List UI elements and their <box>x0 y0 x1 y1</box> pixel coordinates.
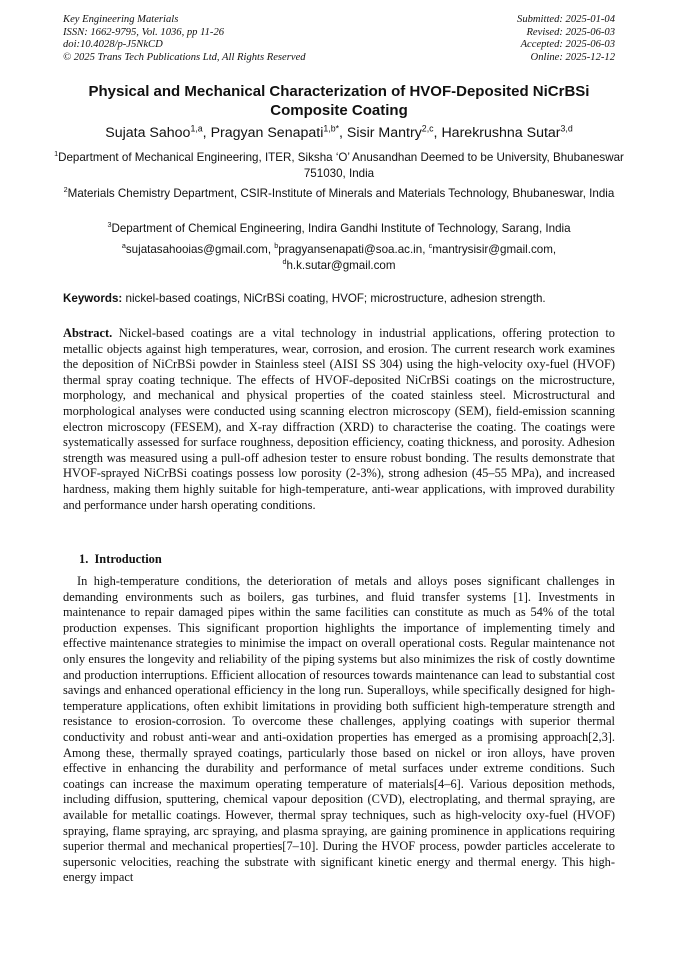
email-list: $^a$sujatasahooias@gmail.com, $^b$pragyansenapati@soa.ac.in, $^c$mantrysisir@gmail.com, $^d$h.k.sutar@gmail.com <box>121 241 557 272</box>
email[interactable]: $^b$pragyansenapati@soa.ac.in <box>274 241 423 256</box>
author: Harekrushna Sutar$^{3,d}$ <box>441 123 573 141</box>
keywords-text: nickel-based coatings, NiCrBSi coating, HVOF; microstructure, adhesion strength. <box>125 292 546 305</box>
keywords <box>63 292 623 306</box>
section-heading-introduction: 1. Introduction <box>79 552 162 566</box>
introduction-text: In high-temperature conditions, the deterioration of metals and alloys poses significant challenges in demanding environments such as boilers, gas turbines, and fluid transfer systems [1]. Investments in maintenance to repair damaged pipes within the same facilities can constitute as much as 54% of the total production expenses. This significant proportion highlights the importance of implementing timely and effective maintenance strategies to minimise the impact on overall operational costs. Regular maintenance not only ensures the longevity and reliability of the piping systems but also minimizes the risk of costly downtime and production interruptions. Efficient allocation of resources towards maintenance can lead to substantial cost savings and enhanced operational efficiency in the long run. Superalloys, while specifically designed for high-temperature applications, often exhibit limitations in providing both sufficient high-temperature strength and resistance to erosion-corrosion. To overcome these challenges, applying coatings with superior thermal conductivity and robust anti-wear and anti-oxidation properties has emerged as a promising approach[2,3]. Among these, thermally sprayed coatings, particularly those based on nickel or iron alloys, have proven effective in enhancing the durability and performance of metal surfaces under extreme conditions. Such coatings can increase the maximum operating temperature of materials[4–6]. Various deposition methods, including diffusion, sputtering, chemical vapour deposition (CVD), electroplating, and thermal spraying, are available for metallic coatings. However, thermal spray techniques, such as high-velocity oxy-fuel (HVOF) spraying, flame spraying, arc spraying, and plasma spraying, are gaining prominence in applications requiring superior thermal and mechanical properties[7–10]. During the HVOF process, powder particles accelerate to supersonic velocities, reaching the substrate with significant kinetic energy and thermal energy. This high-energy impact <box>63 574 615 885</box>
affiliation-1: $^1$Department of Mechanical Engineering, ITER, Siksha ‘O’ Anusandhan Deemed to be University, Bhubaneswar 751030, India <box>54 149 624 180</box>
abstract-label: Abstract. <box>63 326 113 340</box>
email[interactable]: $^d$h.k.sutar@gmail.com <box>282 257 396 272</box>
journal-copyright: © 2025 Trans Tech Publications Ltd, All Rights Reserved <box>63 51 306 63</box>
date-accepted: Accepted: 2025-06-03 <box>520 39 615 51</box>
date-submitted: Submitted: 2025-01-04 <box>517 14 615 25</box>
journal-name: Key Engineering Materials <box>63 14 179 25</box>
author-list <box>40 124 638 142</box>
abstract <box>63 326 615 513</box>
affiliation-2: $^2$Materials Chemistry Department, CSIR-Institute of Minerals and Materials Technology, Bhubaneswar, India <box>63 185 615 200</box>
author: Sujata Sahoo$^{1,a}$, <box>105 123 211 141</box>
keywords-label: Keywords: <box>63 292 123 305</box>
author: Sisir Mantry$^{2,c}$, <box>346 123 442 141</box>
date-revised: Revised: 2025-06-03 <box>526 26 615 38</box>
journal-header <box>63 14 306 64</box>
email[interactable]: $^c$mantrysisir@gmail.com <box>428 241 553 256</box>
dates-header <box>517 14 615 64</box>
journal-doi[interactable]: doi:10.4028/p-J5NkCD <box>63 39 163 51</box>
email[interactable]: $^a$sujatasahooias@gmail.com <box>121 241 268 256</box>
author: Pragyan Senapati$^{1,b*}$, <box>210 123 347 141</box>
affiliation-3: $^3$Department of Chemical Engineering, Indira Gandhi Institute of Technology, Sarang, India <box>107 220 571 235</box>
date-online: Online: 2025-12-12 <box>530 51 615 63</box>
paper-title: Physical and Mechanical Characterization of HVOF-Deposited NiCrBSi Composite Coating <box>88 83 590 119</box>
abstract-text: Nickel-based coatings are a vital technology in industrial applications, offering protection to metallic objects against high temperatures, wear, corrosion, and erosion. The current research work examines the deposition of NiCrBSi powder in Stainless steel (AISI SS 304) using the high-velocity oxy-fuel (HVOF) thermal spray coating technique. The effects of HVOF-deposited NiCrBSi coatings on the microstructure, morphology, and mechanical and physical properties of the coated stainless steel. Microstructural and morphological analyses were conducted using scanning electron microscopy (SEM), field-emission scanning electron microscopy (FESEM), and X-ray diffraction (XRD) to characterise the coating. The coatings were systematically assessed for surface roughness, deposition efficiency, coating thickness, and porosity. Adhesion strength was measured using a pull-off adhesion tester to ensure robust bonding. The results demonstrate that HVOF-sprayed NiCrBSi coatings possess low porosity (2-3%), strong adhesion (45–55 MPa), and increased hardness, making them highly suitable for high-temperature, anti-wear applications, with improved durability and performance under harsh operating conditions. <box>63 326 615 512</box>
journal-issn: ISSN: 1662-9795, Vol. 1036, pp 11-26 <box>63 26 225 38</box>
